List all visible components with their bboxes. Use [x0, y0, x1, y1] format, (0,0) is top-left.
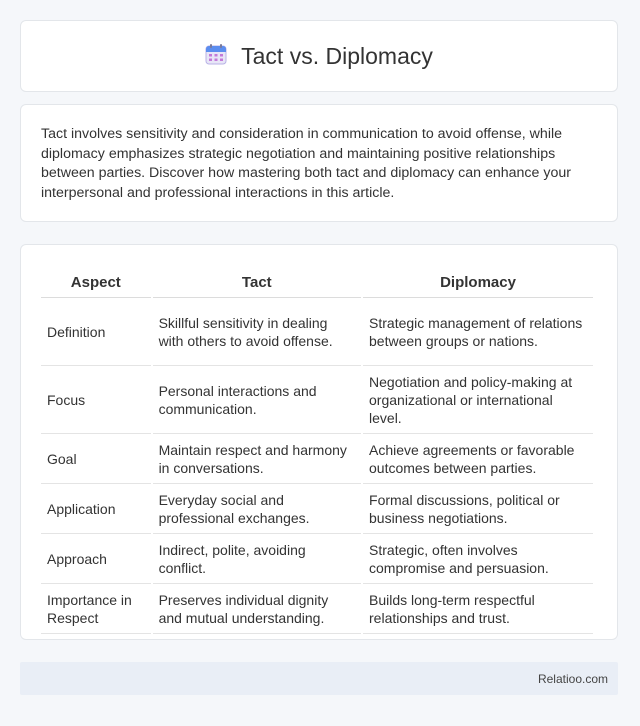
tact-cell: Personal interactions and communication. [153, 366, 361, 434]
tact-cell: Indirect, polite, avoiding conflict. [153, 534, 361, 584]
table-row [41, 366, 593, 434]
table-row [41, 484, 593, 534]
comparison-table-card [20, 244, 618, 640]
header-aspect: Aspect [41, 265, 151, 298]
intro-text: Tact involves sensitivity and consideration in communication to avoid offense, while diplomacy emphasizes strategic negotiation and maintaining positive relationships between parties. Discover how mastering both tact and diplomacy can enhance your interpersonal and professional interactions in this article. [41, 126, 571, 201]
aspect-cell: Application [41, 484, 151, 534]
header-tact: Tact [153, 265, 361, 298]
aspect-cell: Focus [41, 366, 151, 434]
table-header-row [41, 265, 593, 298]
diplomacy-cell: Formal discussions, political or business negotiations. [363, 484, 593, 534]
footer-site-link[interactable]: Relatioo.com [537, 671, 608, 686]
table-row [41, 534, 593, 584]
page-title: Tact vs. Diplomacy [241, 42, 433, 69]
aspect-cell: Approach [41, 534, 151, 584]
diplomacy-cell: Negotiation and policy-making at organizational or international level. [363, 366, 593, 434]
table-row [41, 298, 593, 366]
diplomacy-cell: Builds long-term respectful relationships and trust. [363, 584, 593, 634]
tact-cell: Skillful sensitivity in dealing with others to avoid offense. [153, 298, 361, 366]
aspect-cell: Importance in Respect [41, 584, 151, 634]
aspect-cell: Definition [41, 298, 151, 366]
intro-card [20, 104, 618, 222]
diplomacy-cell: Strategic management of relations between groups or nations. [363, 298, 593, 366]
header-diplomacy: Diplomacy [363, 265, 593, 298]
title-card [20, 20, 618, 92]
tact-cell: Preserves individual dignity and mutual understanding. [153, 584, 361, 634]
calendar-icon [205, 43, 227, 70]
table-row [41, 584, 593, 634]
aspect-cell: Goal [41, 434, 151, 484]
table-row [41, 434, 593, 484]
diplomacy-cell: Achieve agreements or favorable outcomes between parties. [363, 434, 593, 484]
tact-cell: Everyday social and professional exchanges. [153, 484, 361, 534]
title-wrap [205, 43, 433, 70]
diplomacy-cell: Strategic, often involves compromise and persuasion. [363, 534, 593, 584]
tact-cell: Maintain respect and harmony in conversations. [153, 434, 361, 484]
comparison-table [39, 265, 595, 634]
footer [20, 662, 618, 695]
